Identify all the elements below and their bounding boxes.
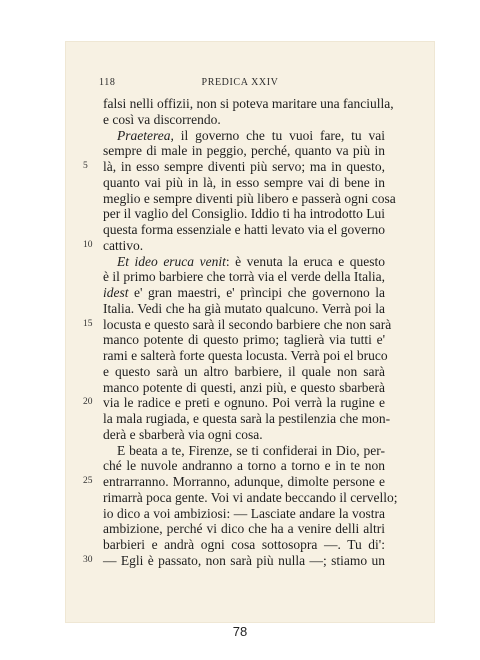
text-line — [103, 506, 385, 522]
line-text: la mala rugiada, e questa sarà la pestilenzia che mon- — [103, 411, 391, 426]
line-text: quanto vai più in là, in esso sempre vai di bene in — [103, 174, 385, 190]
line-text: è il primo barbiere che torrà via el verde della Italia, — [103, 269, 385, 285]
text-line — [103, 489, 398, 506]
line-number: 10 — [83, 239, 93, 250]
line-number: 30 — [83, 554, 93, 565]
running-title: PREDICA XXIV — [201, 77, 279, 88]
line-text: — Egli è passato, non sarà più nulla —; stiamo un — [103, 552, 385, 568]
folio-number: 118 — [99, 77, 116, 88]
line-text: rimarrà poca gente. Voi vi andate beccando il cervello; — [103, 489, 398, 505]
text-line — [103, 427, 385, 443]
text-line — [103, 269, 385, 285]
text-line — [103, 364, 385, 380]
line-number: 5 — [83, 161, 88, 171]
line-text: sempre di male in peggio, perché, quanto va più in — [103, 143, 385, 159]
line-text: questa forma essenziale e hatti levato via el governo — [103, 222, 385, 237]
line-text: ché le nuvole andranno a torno a torno e in te non — [103, 458, 385, 474]
text-line — [103, 348, 388, 364]
text-line — [103, 458, 385, 474]
line-text: manco potente di questo primo; taglierà via tutti e' — [103, 332, 385, 348]
text-line — [83, 237, 385, 254]
text-line — [103, 206, 385, 222]
text-line — [103, 443, 385, 459]
text-line — [83, 474, 385, 490]
line-text: Italia. Vedi che ha già mutato qualcuno. Verrà poi la — [103, 300, 385, 316]
line-text: manco potente di questi, anzi più, e questo sbarberà — [103, 379, 385, 395]
italic-phrase: Et ideo eruca venit — [117, 253, 226, 269]
text-line — [103, 521, 385, 537]
italic-phrase: idest — [103, 285, 129, 300]
line-text: : è venuta la eruca e questo — [225, 253, 385, 269]
text-line — [83, 552, 385, 569]
line-text: e' gran maestri, e' prìncipi che governono la — [128, 285, 385, 300]
line-text: entrarranno. Morranno, adunque, dimolte persone e — [103, 474, 385, 489]
line-text: locusta e questo sarà il secondo barbiere che non sarà — [103, 316, 392, 332]
line-text: il governo che tu vuoi fare, tu vai — [173, 127, 385, 143]
text-line — [103, 411, 391, 427]
line-text: cattivo. — [103, 237, 144, 253]
text-line — [103, 285, 385, 301]
line-text: e così va discorrendo. — [103, 111, 221, 127]
text-line — [103, 332, 385, 348]
line-text: falsi nelli offizii, non si poteva maritare una fanciulla, — [103, 96, 394, 111]
line-text: là, in esso sempre diventi più servo; ma in questo, — [103, 159, 385, 174]
line-text: via le radice e preti e ognuno. Poi verrà la rugine e — [103, 395, 385, 411]
text-line — [83, 316, 392, 333]
text-line — [83, 395, 385, 411]
text-line — [103, 380, 385, 396]
sermon-text — [83, 96, 398, 569]
line-text: rami e salterà forte questa locusta. Verrà poi el bruco — [103, 348, 388, 363]
text-line — [103, 96, 394, 112]
italic-phrase: Praeterea, — [117, 127, 174, 143]
text-line — [103, 537, 385, 553]
text-line — [103, 128, 385, 144]
text-line — [103, 112, 385, 128]
text-line — [103, 190, 396, 207]
line-number: 15 — [83, 318, 93, 329]
line-text: E beata a te, Firenze, se ti confiderai in Dio, per- — [117, 442, 385, 458]
line-text: derà e sbarberà via ogni cosa. — [103, 426, 263, 442]
text-line — [103, 301, 385, 317]
text-line — [103, 175, 385, 191]
line-text: ambizione, perché vi dico che ha a venire delli altri — [103, 521, 385, 537]
line-text: meglio e sempre diventi più libero e passerà ogni cosa — [103, 190, 396, 206]
line-text: e questo sarà un altro barbiere, il quale non sarà — [103, 363, 385, 379]
text-line — [103, 143, 385, 159]
text-line — [103, 254, 385, 270]
line-text: io dico a voi ambiziosi: — Lasciate andare la vostra — [103, 505, 385, 521]
text-line — [83, 159, 385, 175]
line-text: per il vaglio del Consiglio. Iddio ti ha introdotto Lui — [103, 206, 385, 222]
text-line — [103, 222, 385, 238]
line-number: 20 — [83, 397, 93, 408]
line-text: barbieri e andrà ogni cosa sottosopra —. Tu di': — [103, 537, 385, 552]
page-number: 78 — [232, 624, 248, 639]
line-number: 25 — [83, 476, 93, 486]
